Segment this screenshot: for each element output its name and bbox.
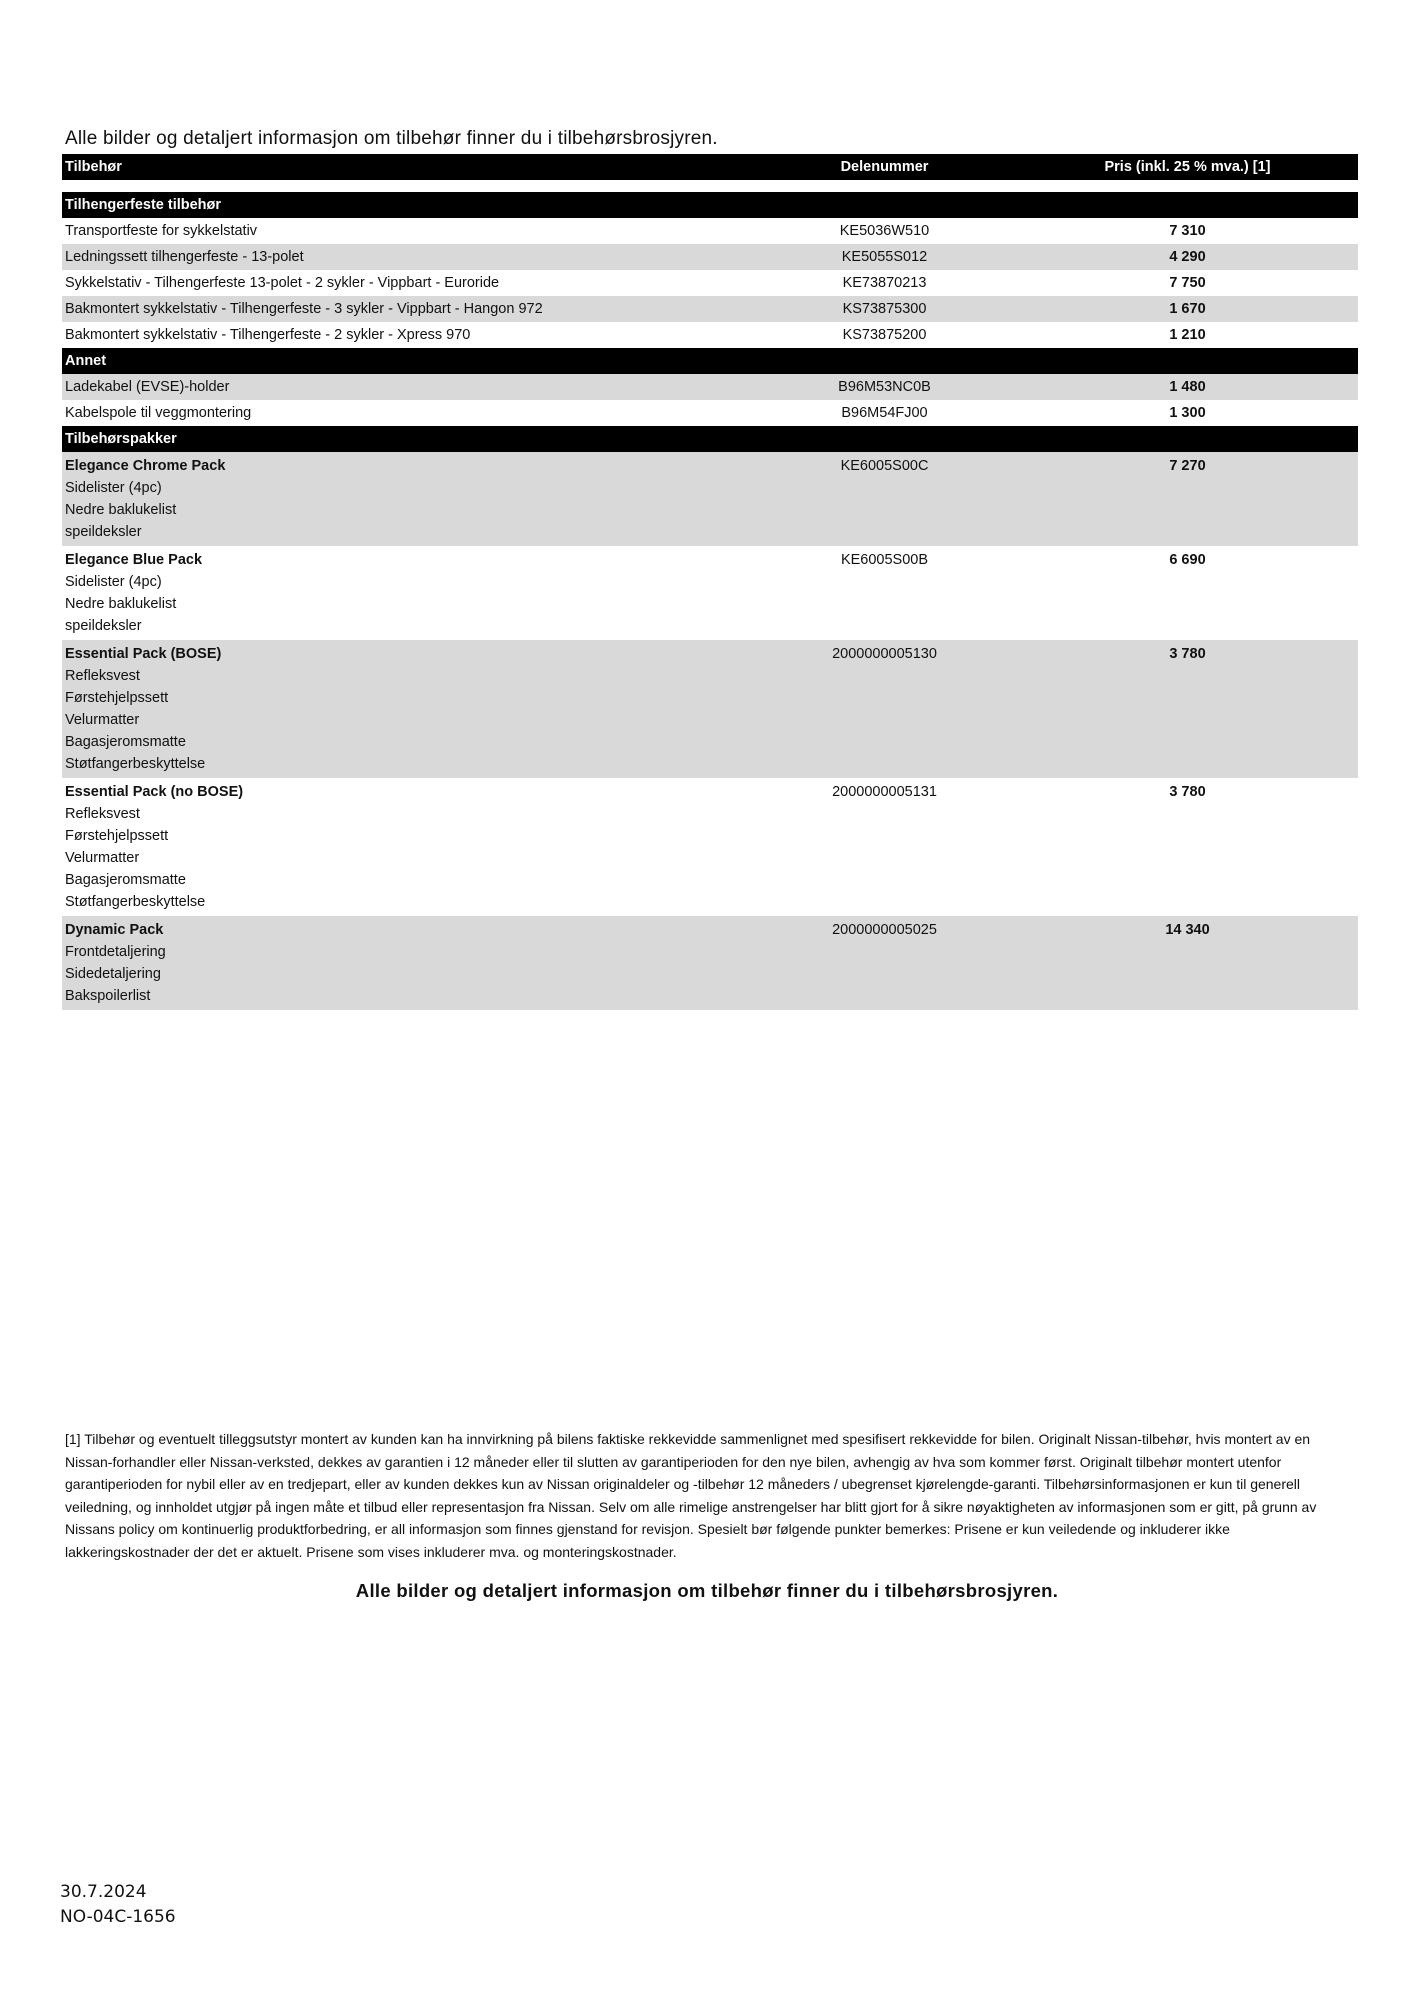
- header-accessory: Tilbehør: [65, 159, 122, 175]
- pack-content: Støtfangerbeskyttelse: [65, 894, 206, 910]
- item-name: Bakmontert sykkelstativ - Tilhengerfeste - 3 sykler - Vippbart - Hangon 972: [65, 301, 543, 317]
- document-code: NO-04C-1656: [60, 1907, 176, 1927]
- pack-price: 7 270: [1169, 458, 1206, 474]
- table-row: [62, 296, 1358, 322]
- pack-price: 3 780: [1169, 784, 1206, 800]
- section-title: Annet: [62, 348, 1358, 374]
- pack-content: Bagasjeromsmatte: [65, 734, 186, 750]
- pack-content: Refleksvest: [65, 668, 140, 684]
- document-meta: [60, 1880, 176, 1930]
- section-title: Tilhengerfeste tilbehør: [62, 192, 1358, 218]
- footnote: [1] Tilbehør og eventuelt tilleggsutstyr montert av kunden kan ha innvirkning på bilens faktiske rekkevidde sammenlignet med spesifisert rekkevidde for bilen. Originalt Nissan-tilbehør, hvis montert av en Nissan-forhandler eller Nissan-verksted, dekkes av garantien i 12 måneder eller til slutten av garantiperioden for den nye bilen, avhengig av hva som kommer først. Originalt tilbehør montert utenfor garantiperioden for nybil eller av en tredjepart, eller av kunden dekkes kun av Nissan originaldeler og -tilbehør 12 måneders / ubegrenset kjørelengde-garanti. Tilbehørsinformasjonen er kun til generell veiledning, og innholdet utgjør på ingen måte et tilbud eller representasjon fra Nissan. Selv om alle rimelige anstrengelser har blitt gjort for å sikre nøyaktigheten av informasjonen som er gitt, på grunn av Nissans policy om kontinuerlig produktforbedring, er all informasjon som finnes gjenstand for revisjon. Spesielt bør følgende punkter bemerkes: Prisene er kun veiledende og inkluderer ikke lakkeringskostnader der det er aktuelt. Prisene som vises inkluderer mva. og monteringskostnader.: [65, 1431, 1317, 1560]
- pack-content: Velurmatter: [65, 712, 140, 728]
- item-name: Sykkelstativ - Tilhengerfeste 13-polet - 2 sykler - Vippbart - Euroride: [65, 275, 500, 291]
- pack-content: Refleksvest: [65, 806, 140, 822]
- table-row: [62, 218, 1358, 244]
- pack-name: Essential Pack (no BOSE): [65, 784, 244, 800]
- pack-content: Velurmatter: [65, 850, 140, 866]
- table-row: [62, 270, 1358, 296]
- pack-name: Elegance Chrome Pack: [65, 458, 226, 474]
- table-row: [62, 244, 1358, 270]
- section-title: Tilbehørspakker: [62, 426, 1358, 452]
- item-price: 7 750: [1169, 275, 1206, 291]
- item-price: 1 480: [1169, 379, 1206, 395]
- pack-name: Dynamic Pack: [65, 922, 164, 938]
- document-date: 30.7.2024: [60, 1882, 147, 1902]
- header-price: Pris (inkl. 25 % mva.) [1]: [1104, 159, 1271, 175]
- intro-text: Alle bilder og detaljert informasjon om tilbehør finner du i tilbehørsbrosjyren.: [65, 128, 718, 149]
- pack-row: [62, 640, 1358, 778]
- pack-content: Sidedetaljering: [65, 966, 161, 982]
- pack-content: speildeksler: [65, 618, 142, 634]
- pack-content: Sidelister (4pc): [65, 480, 162, 496]
- item-part: KE5036W510: [839, 223, 930, 239]
- pack-content: speildeksler: [65, 524, 142, 540]
- item-price: 7 310: [1169, 223, 1206, 239]
- item-price: 4 290: [1169, 249, 1206, 265]
- pack-content: Førstehjelpssett: [65, 828, 169, 844]
- closing-text: Alle bilder og detaljert informasjon om tilbehør finner du i tilbehørsbrosjyren.: [355, 1580, 1059, 1601]
- item-name: Bakmontert sykkelstativ - Tilhengerfeste - 2 sykler - Xpress 970: [65, 327, 471, 343]
- pack-row: [62, 452, 1358, 546]
- pack-part: KE6005S00C: [840, 458, 929, 474]
- table-row: [62, 322, 1358, 348]
- table-row: [62, 374, 1358, 400]
- pack-part: 2000000005131: [832, 784, 937, 800]
- item-part: KE73870213: [842, 275, 927, 291]
- pack-content: Bakspoilerlist: [65, 988, 151, 1004]
- pack-price: 14 340: [1165, 922, 1210, 938]
- item-name: Ledningssett tilhengerfeste - 13-polet: [65, 249, 304, 265]
- pack-name: Essential Pack (BOSE): [65, 646, 222, 662]
- table-header: [62, 154, 1358, 180]
- item-price: 1 210: [1169, 327, 1206, 343]
- pack-price: 6 690: [1169, 552, 1206, 568]
- item-name: Kabelspole til veggmontering: [65, 405, 252, 421]
- item-price: 1 670: [1169, 301, 1206, 317]
- header-part-number: Delenummer: [840, 159, 929, 175]
- pack-content: Sidelister (4pc): [65, 574, 162, 590]
- item-part: B96M54FJ00: [841, 405, 928, 421]
- pack-content: Støtfangerbeskyttelse: [65, 756, 206, 772]
- pack-name: Elegance Blue Pack: [65, 552, 203, 568]
- pack-part: 2000000005130: [832, 646, 937, 662]
- item-name: Ladekabel (EVSE)-holder: [65, 379, 230, 395]
- item-part: KS73875300: [842, 301, 927, 317]
- item-part: KE5055S012: [841, 249, 928, 265]
- pack-content: Nedre baklukelist: [65, 502, 177, 518]
- table-row: [62, 400, 1358, 426]
- pack-row: [62, 778, 1358, 916]
- pack-part: KE6005S00B: [840, 552, 929, 568]
- pack-content: Frontdetaljering: [65, 944, 166, 960]
- item-part: B96M53NC0B: [838, 379, 931, 395]
- item-name: Transportfeste for sykkelstativ: [65, 223, 258, 239]
- item-price: 1 300: [1169, 405, 1206, 421]
- pack-content: Bagasjeromsmatte: [65, 872, 186, 888]
- pack-row: [62, 916, 1358, 1010]
- pack-part: 2000000005025: [832, 922, 937, 938]
- pack-row: [62, 546, 1358, 640]
- pack-content: Nedre baklukelist: [65, 596, 177, 612]
- accessories-table: [62, 154, 1358, 1010]
- item-part: KS73875200: [842, 327, 927, 343]
- pack-price: 3 780: [1169, 646, 1206, 662]
- pack-content: Førstehjelpssett: [65, 690, 169, 706]
